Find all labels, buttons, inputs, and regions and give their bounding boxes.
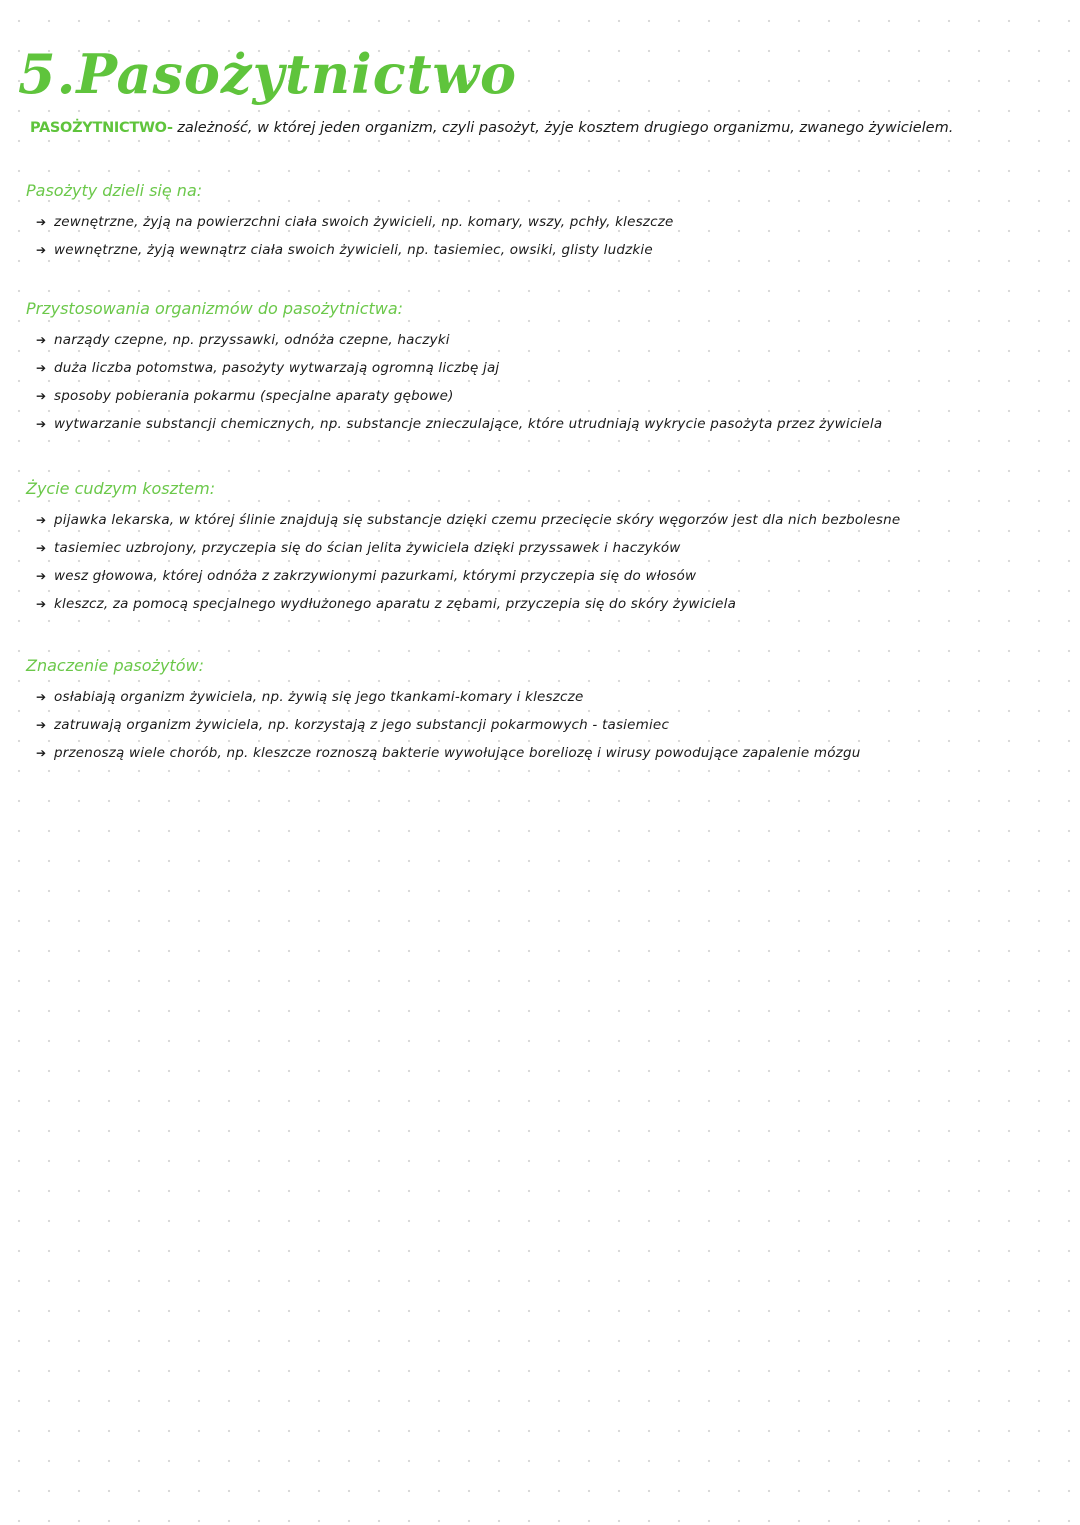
arrow-icon: ➔ [36, 389, 47, 403]
list-item-text: zewnętrzne, żyją na powierzchni ciała swoich żywicieli, np. komary, wszy, pchły, kleszcze [54, 214, 674, 230]
list-item-text: duża liczba potomstwa, pasożyty wytwarzają ogromną liczbę jaj [54, 360, 500, 376]
definition-term: PASOŻYTNICTWO- [30, 120, 173, 136]
bullet-list [26, 683, 1056, 767]
list-item [36, 410, 1056, 438]
list-item-text: sposoby pobierania pokarmu (specjalne aparaty gębowe) [54, 388, 454, 404]
arrow-icon: ➔ [36, 541, 47, 555]
bullet-list [26, 506, 1056, 618]
list-item [36, 208, 1056, 236]
list-item [36, 382, 1056, 410]
bullet-list [26, 326, 1056, 438]
list-item-text: wewnętrzne, żyją wewnątrz ciała swoich żywicieli, np. tasiemiec, owsiki, glisty ludzkie [54, 242, 653, 258]
list-item [36, 590, 1056, 618]
arrow-icon: ➔ [36, 333, 47, 347]
list-item [36, 326, 1056, 354]
arrow-icon: ➔ [36, 513, 47, 527]
arrow-icon: ➔ [36, 569, 47, 583]
list-item [36, 354, 1056, 382]
arrow-icon: ➔ [36, 718, 47, 732]
arrow-icon: ➔ [36, 690, 47, 704]
list-item [36, 739, 1056, 767]
list-item [36, 236, 1056, 264]
section-adaptations [26, 298, 1056, 438]
list-item-text: kleszcz, za pomocą specjalnego wydłużonego aparatu z zębami, przyczepia się do skóry żywiciela [54, 596, 737, 612]
section-parasite-types [26, 180, 1056, 264]
list-item-text: przenoszą wiele chorób, np. kleszcze roznoszą bakterie wywołujące boreliozę i wirusy powodujące zapalenie mózgu [54, 745, 861, 761]
list-item-text: pijawka lekarska, w której ślinie znajdują się substancje dzięki czemu przecięcie skóry węgorzów jest dla nich bezbolesne [54, 512, 901, 528]
section-heading: Przystosowania organizmów do pasożytnictwa: [26, 299, 404, 318]
list-item [36, 562, 1056, 590]
definition-text: zależność, w której jeden organizm, czyli pasożyt, żyje kosztem drugiego organizmu, zwanego żywicielem. [172, 120, 954, 136]
list-item-text: osłabiają organizm żywiciela, np. żywią się jego tkankami-komary i kleszcze [54, 689, 584, 705]
arrow-icon: ➔ [36, 597, 47, 611]
section-life-at-others-expense [26, 478, 1056, 618]
section-heading: Znaczenie pasożytów: [26, 656, 204, 675]
section-heading: Życie cudzym kosztem: [26, 479, 216, 498]
page-title: 5.Pasożytnictwo [18, 42, 518, 107]
list-item [36, 506, 1056, 534]
list-item-text: zatruwają organizm żywiciela, np. korzystają z jego substancji pokarmowych - tasiemiec [54, 717, 670, 733]
arrow-icon: ➔ [36, 215, 47, 229]
arrow-icon: ➔ [36, 243, 47, 257]
list-item [36, 534, 1056, 562]
arrow-icon: ➔ [36, 746, 47, 760]
arrow-icon: ➔ [36, 361, 47, 375]
definition [30, 120, 1050, 136]
list-item-text: wesz głowowa, której odnóża z zakrzywionymi pazurkami, którymi przyczepia się do włosów [54, 568, 697, 584]
list-item-text: tasiemiec uzbrojony, przyczepia się do ścian jelita żywiciela dzięki przyssawek i haczyków [54, 540, 681, 556]
section-heading: Pasożyty dzieli się na: [26, 181, 203, 200]
list-item-text: narządy czepne, np. przyssawki, odnóża czepne, haczyki [54, 332, 450, 348]
arrow-icon: ➔ [36, 417, 47, 431]
list-item-text: wytwarzanie substancji chemicznych, np. substancje znieczulające, które utrudniają wykrycie pasożyta przez żywiciela [54, 416, 883, 432]
bullet-list [26, 208, 1056, 264]
list-item [36, 711, 1056, 739]
section-significance [26, 655, 1056, 767]
list-item [36, 683, 1056, 711]
